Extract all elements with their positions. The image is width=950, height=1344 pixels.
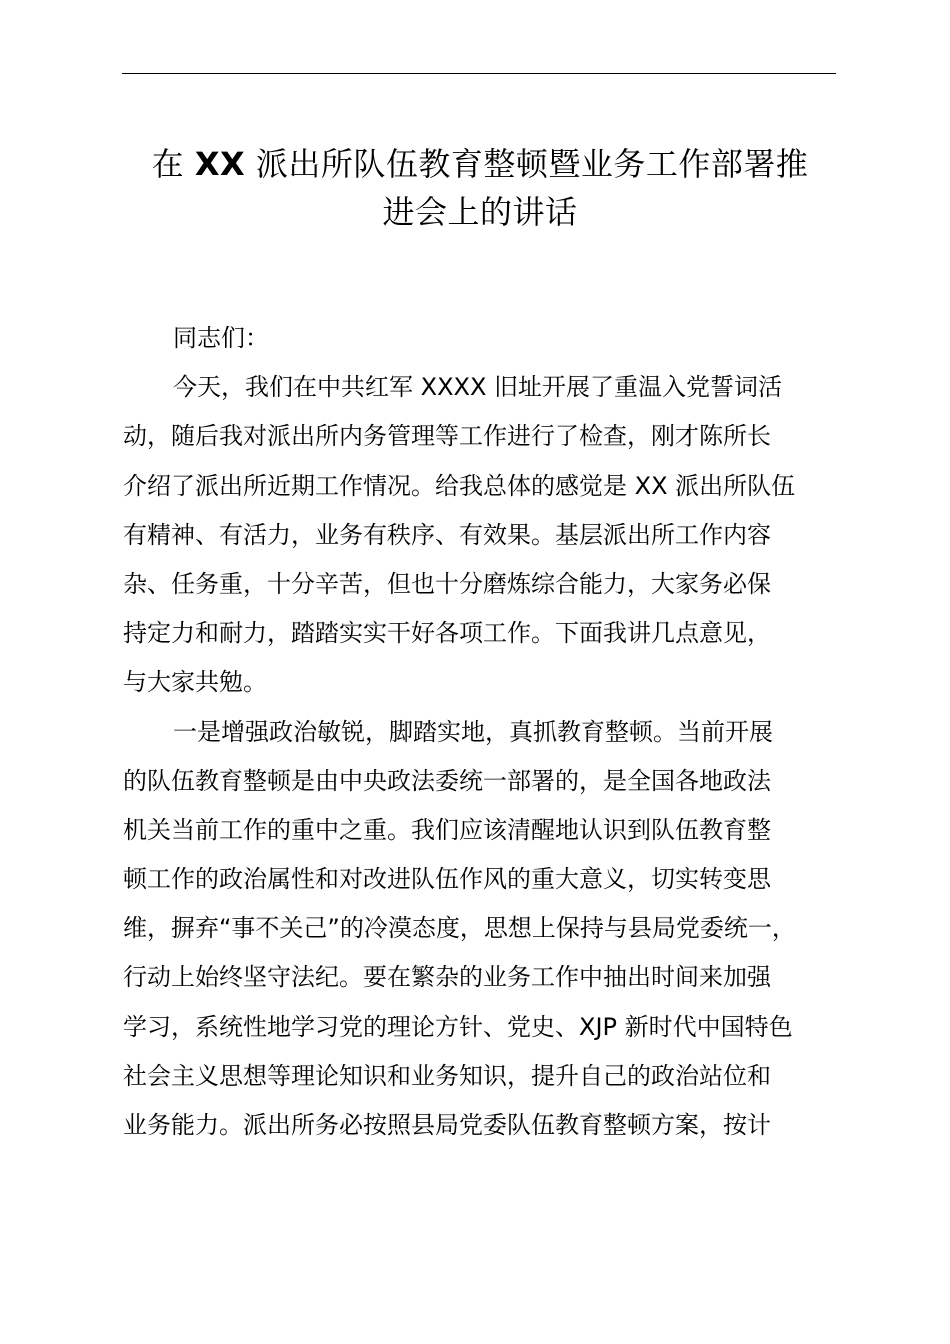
- para2-line: 一是增强政治敏锐，脚踏实地，真抓教育整顿。当前开展: [173, 717, 773, 746]
- para1-line: 动，随后我对派出所内务管理等工作进行了检查，刚才陈所长: [123, 422, 771, 451]
- document-body: [123, 314, 837, 1150]
- para1-line: 持定力和耐力，踏踏实实干好各项工作。下面我讲几点意见，: [123, 619, 771, 648]
- para2-line: 学习，系统性地学习党的理论方针、党史、XJP 新时代中国特色: [123, 1012, 793, 1041]
- para1-line: 介绍了派出所近期工作情况。给我总体的感觉是 XX 派出所队伍: [123, 471, 796, 500]
- para1-line: 杂、任务重，十分辛苦，但也十分磨炼综合能力，大家务必保: [123, 569, 771, 598]
- para1-line: 有精神、有活力，业务有秩序、有效果。基层派出所工作内容: [123, 520, 771, 549]
- title-bold-xx: XX: [194, 145, 246, 183]
- para1-line: 与大家共勉。: [123, 668, 267, 697]
- title-prefix: 在: [151, 145, 195, 183]
- title-line-2: 进会上的讲话: [382, 193, 578, 231]
- para2-line: 机关当前工作的重中之重。我们应该清醒地认识到队伍教育整: [123, 815, 771, 844]
- document-title: [110, 140, 850, 236]
- title-rest: 派出所队伍教育整顿暨业务工作部署推: [245, 145, 809, 183]
- para2-line: 业务能力。派出所务必按照县局党委队伍教育整顿方案，按计: [123, 1111, 771, 1139]
- para2-line: 行动上始终坚守法纪。要在繁杂的业务工作中抽出时间来加强: [123, 963, 771, 992]
- header-rule: [122, 73, 836, 74]
- para2-line: 的队伍教育整顿是由中央政法委统一部署的，是全国各地政法: [123, 766, 771, 795]
- salutation: 同志们：: [173, 324, 269, 352]
- para2-line: 维，摒弃“事不关己”的冷漠态度，思想上保持与县局党委统一，: [123, 914, 796, 943]
- para2-line: 顿工作的政治属性和对改进队伍作风的重大意义，切实转变思: [123, 865, 771, 894]
- para1-line: 今天，我们在中共红军 XXXX 旧址开展了重温入党誓词活: [173, 373, 783, 402]
- title-line-1: [110, 140, 850, 188]
- para2-line: 社会主义思想等理论知识和业务知识，提升自己的政治站位和: [123, 1061, 771, 1090]
